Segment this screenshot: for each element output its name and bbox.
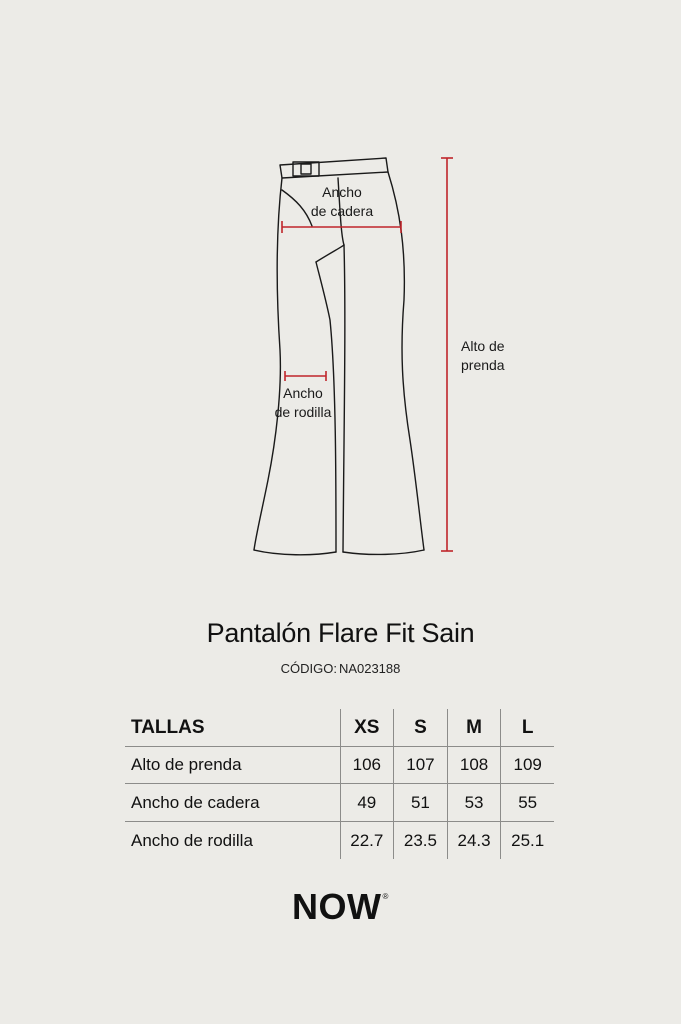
- table-cell: 107: [394, 747, 448, 784]
- table-cell: 51: [394, 784, 448, 822]
- size-table: [125, 709, 554, 859]
- right-leg-inner: [343, 245, 345, 552]
- length-label-line1: Alto de: [461, 338, 505, 354]
- left-leg-outer: [254, 178, 282, 550]
- brand-logo: [0, 886, 681, 928]
- crotch-line: [316, 245, 344, 262]
- product-code-label: CÓDIGO:: [280, 661, 337, 676]
- table-cell: 106: [340, 747, 394, 784]
- left-hem: [254, 550, 336, 555]
- row-label-rodilla: Ancho de rodilla: [125, 822, 340, 860]
- hip-width-label: [298, 183, 386, 221]
- table-row: [125, 747, 554, 784]
- product-code-value: NA023188: [338, 661, 401, 676]
- right-leg-outer: [388, 172, 424, 550]
- table-row: [125, 822, 554, 860]
- table-cell: 55: [501, 784, 554, 822]
- table-cell: 24.3: [447, 822, 501, 860]
- table-cell: 23.5: [394, 822, 448, 860]
- table-cell: 53: [447, 784, 501, 822]
- length-label-line2: prenda: [461, 357, 505, 373]
- knee-width-label: [266, 384, 340, 422]
- waistband-outline: [280, 158, 388, 178]
- hip-label-line1: Ancho: [322, 184, 362, 200]
- table-cell: 49: [340, 784, 394, 822]
- tallas-header: TALLAS: [131, 716, 205, 738]
- table-cell: 25.1: [501, 822, 554, 860]
- hip-label-line2: de cadera: [310, 203, 374, 219]
- length-label: [461, 337, 531, 375]
- table-cell: 109: [501, 747, 554, 784]
- row-label-alto: Alto de prenda: [125, 747, 340, 784]
- product-title: Pantalón Flare Fit Sain: [206, 618, 475, 648]
- size-header-s: S: [394, 709, 448, 747]
- size-header-l: L: [501, 709, 554, 747]
- registered-mark: ®: [382, 892, 389, 901]
- product-code: [0, 661, 681, 676]
- knee-label-line1: Ancho: [283, 385, 323, 401]
- size-header-m: M: [447, 709, 501, 747]
- right-hem: [343, 550, 424, 554]
- table-cell: 108: [447, 747, 501, 784]
- belt-buckle-inner: [301, 164, 311, 174]
- row-label-cadera: Ancho de cadera: [125, 784, 340, 822]
- brand-name: NOW: [292, 886, 382, 927]
- size-header-xs: XS: [340, 709, 394, 747]
- knee-label-line2: de rodilla: [274, 404, 332, 420]
- size-table-header: [125, 709, 554, 747]
- table-cell: 22.7: [340, 822, 394, 860]
- table-row: [125, 784, 554, 822]
